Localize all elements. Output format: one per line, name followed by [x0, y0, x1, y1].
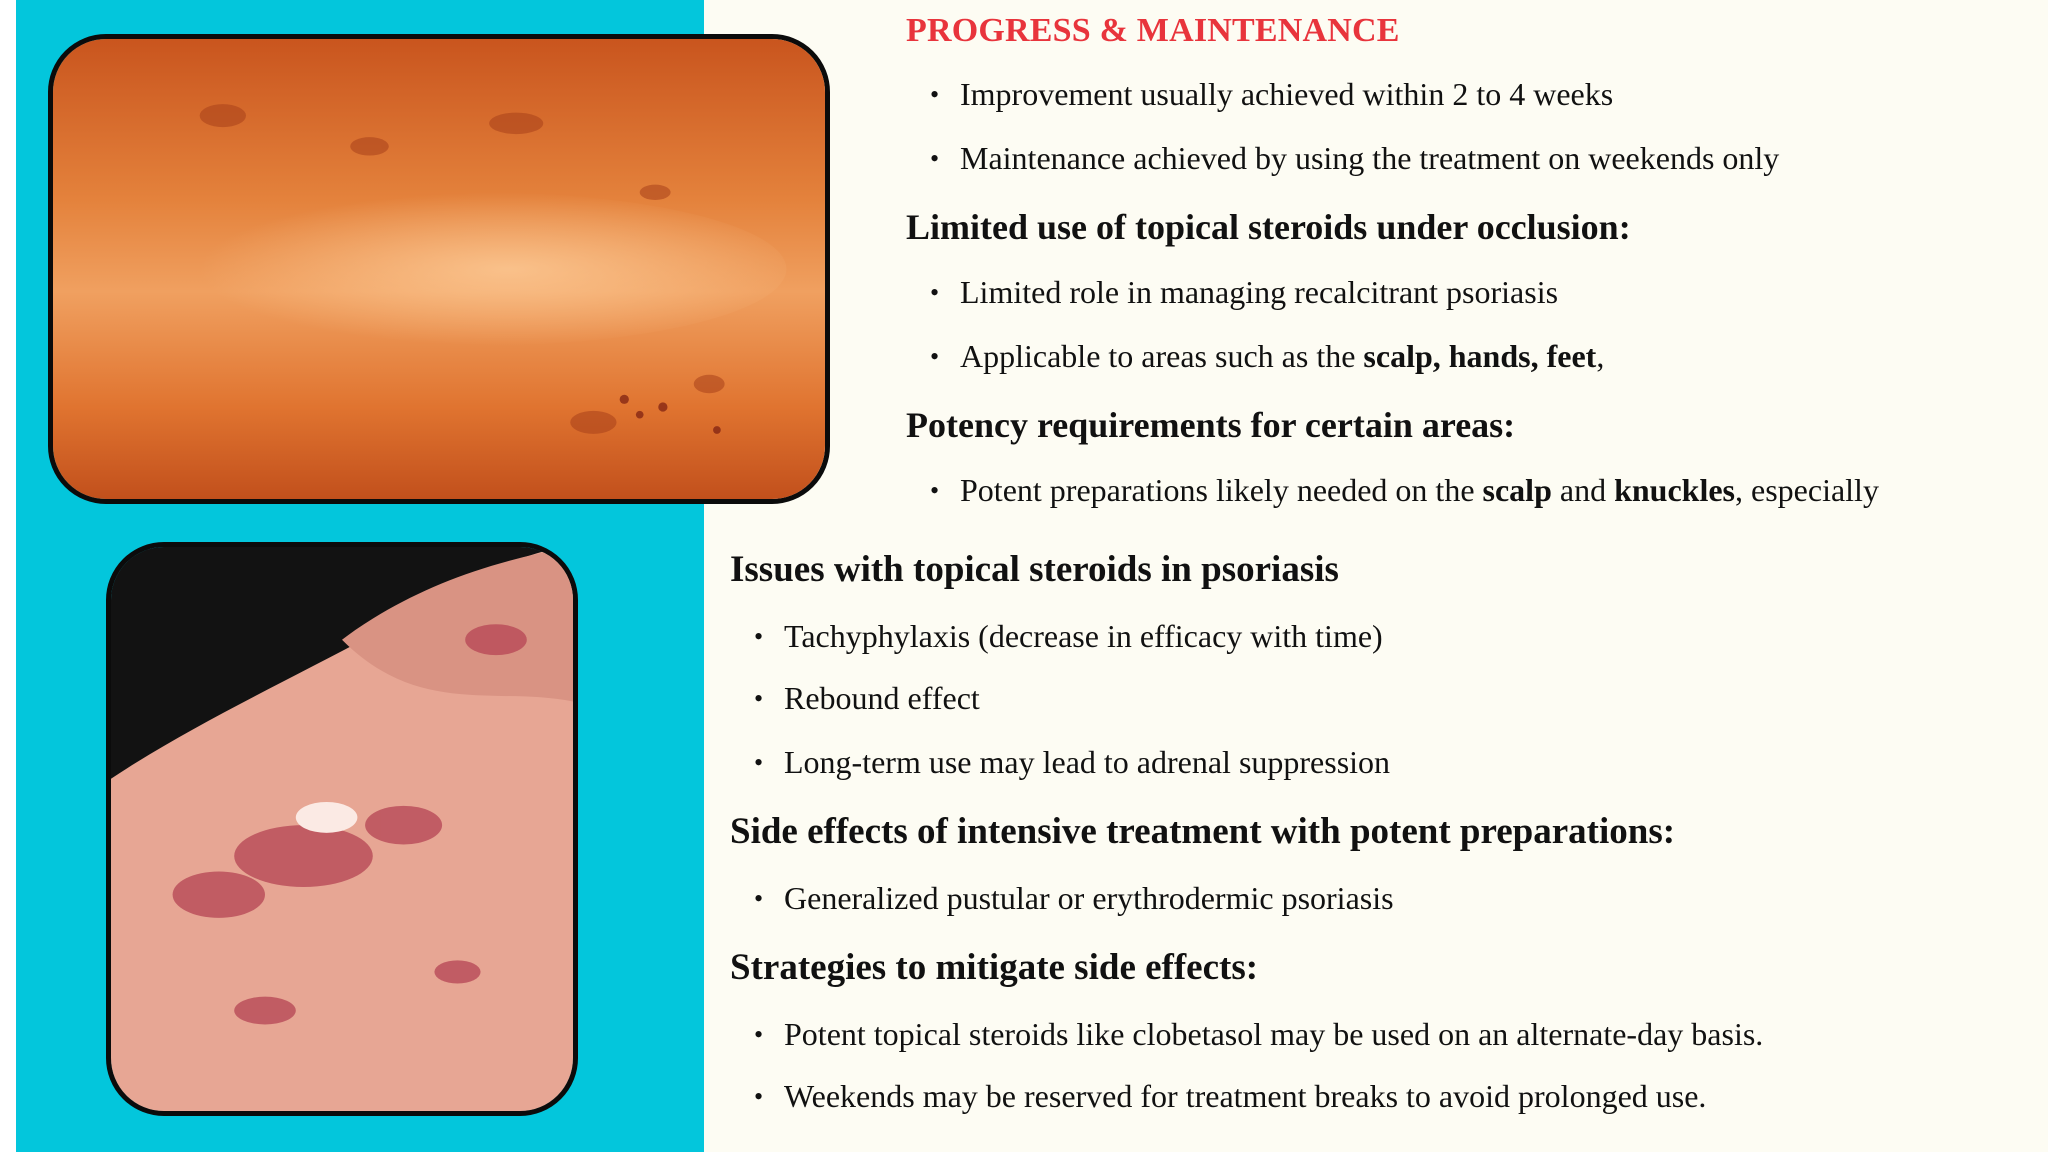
list-item: • Generalized pustular or erythrodermic psoriasis: [754, 880, 1394, 916]
occlusion-heading: Limited use of topical steroids under occlusion:: [906, 207, 1631, 247]
strategies-heading: Strategies to mitigate side effects:: [730, 947, 1259, 988]
list-item: • Applicable to areas such as the scalp, hands, feet,: [930, 338, 1605, 374]
issues-heading: Issues with topical steroids in psoriasis: [730, 549, 1339, 590]
bullet-icon: •: [754, 622, 764, 651]
potency-heading: Potency requirements for certain areas:: [906, 405, 1516, 445]
bullet-icon: •: [754, 684, 764, 713]
list-item: • Potent topical steroids like clobetasol may be used on an alternate-day basis.: [754, 1016, 1764, 1052]
bullet-icon: •: [754, 884, 764, 913]
bullet-icon: •: [930, 278, 940, 307]
list-item: • Long-term use may lead to adrenal suppression: [754, 744, 1391, 780]
bullet-icon: •: [754, 748, 764, 777]
progress-title: PROGRESS & MAINTENANCE: [906, 12, 1400, 49]
bullet-icon: •: [930, 80, 940, 109]
list-item: • Limited role in managing recalcitrant psoriasis: [930, 274, 1559, 310]
bullet-icon: •: [754, 1082, 764, 1111]
bullet-icon: •: [930, 144, 940, 173]
bullet-icon: •: [754, 1020, 764, 1049]
list-item: • Improvement usually achieved within 2 to 4 weeks: [930, 76, 1614, 112]
side-effects-heading: Side effects of intensive treatment with potent preparations:: [730, 811, 1676, 852]
list-item: • Maintenance achieved by using the treatment on weekends only: [930, 140, 1780, 176]
list-item: • Weekends may be reserved for treatment breaks to avoid prolonged use.: [754, 1078, 1707, 1114]
list-item: • Tachyphylaxis (decrease in efficacy with time): [754, 618, 1383, 654]
list-item: • Rebound effect: [754, 680, 980, 716]
bullet-icon: •: [930, 342, 940, 371]
list-item: • Potent preparations likely needed on the scalp and knuckles, especially: [930, 472, 1879, 508]
bullet-icon: •: [930, 476, 940, 505]
